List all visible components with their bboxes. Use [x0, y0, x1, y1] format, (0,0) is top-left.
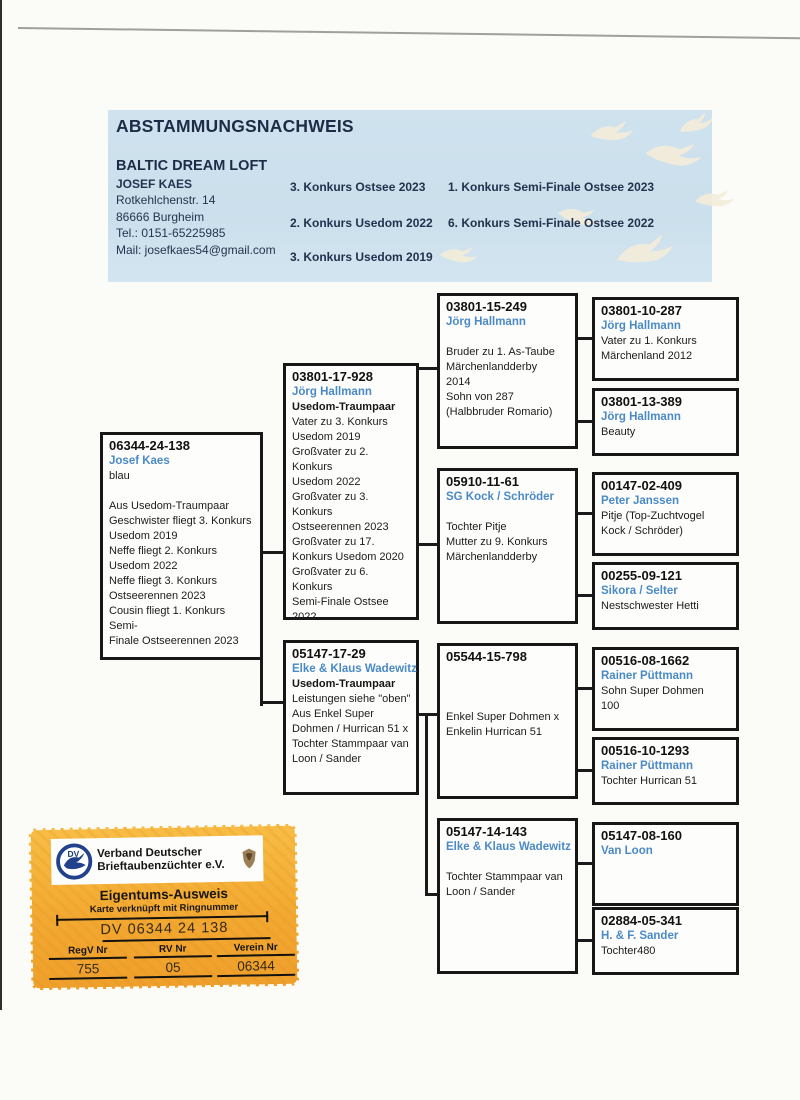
svg-text:DV: DV — [67, 848, 80, 859]
connector-line — [417, 367, 439, 370]
breeder-name: Jörg Hallmann — [446, 316, 526, 328]
pedigree-box-greatgrandparent — [592, 737, 739, 805]
achievement-item: 6. Konkurs Semi-Finale Ostsee 2022 — [448, 216, 655, 230]
ring-number: 06344-24-138 — [109, 438, 190, 453]
breeder-name: Josef Kaes — [109, 455, 170, 467]
box-notes: Leistungen siehe "oben" Aus Enkel Super Dohmen / Hurrican 51 x Tochter Stammpaar van Loon / Sander — [292, 693, 411, 765]
card-subtitle: Karte verknüpft mit Ringnummer — [89, 901, 239, 916]
crest-icon — [238, 847, 260, 869]
address-line1: Rotkehlchenstr. 14 — [116, 193, 216, 208]
connector-line — [417, 713, 439, 716]
ring-number: 05147-14-143 — [446, 824, 527, 839]
connector-line — [425, 714, 428, 896]
box-notes: Tochter Hurrican 51 — [601, 775, 697, 787]
color-line: blau — [109, 470, 130, 482]
ring-number: 00147-02-409 — [601, 478, 682, 493]
field-value: 05 — [134, 957, 212, 978]
ring-number: 03801-15-249 — [446, 299, 527, 314]
ring-number: 03801-17-928 — [292, 369, 373, 384]
box-notes: Sohn Super Dohmen 100 — [601, 685, 704, 712]
field-label: Verein Nr — [217, 942, 295, 957]
card-rule — [103, 937, 271, 942]
breeder-name: Elke & Klaus Wadewitz — [446, 841, 571, 853]
connector-line — [261, 551, 285, 554]
org-strip — [51, 835, 264, 885]
ring-number: 02884-05-341 — [601, 913, 682, 928]
pedigree-box-subject — [100, 432, 263, 660]
dove-icon — [692, 184, 738, 211]
dove-icon — [674, 107, 718, 138]
dv-association-logo-icon — [55, 842, 94, 881]
dove-icon — [588, 118, 636, 144]
box-notes: Bruder zu 1. As-Taube Märchenlandderby 2014 Sohn von 287 (Halbbruder Romario) — [446, 346, 555, 418]
box-notes: Tochter Pitje Mutter zu 9. Konkurs Märchenlandderby — [446, 521, 548, 563]
pedigree-box-greatgrandparent — [592, 822, 739, 906]
connector-line — [260, 701, 285, 704]
field-label: RV Nr — [134, 943, 212, 958]
pedigree-box-grandparent — [437, 293, 578, 449]
box-notes: Nestschwester Hetti — [601, 600, 699, 612]
achievement-item: 1. Konkurs Semi-Finale Ostsee 2023 — [448, 180, 655, 194]
box-notes: Aus Usedom-Traumpaar Geschwister fliegt 3. Konkurs Usedom 2019 Neffe fliegt 2. Konkurs Usedom 2022 Neffe fliegt 3. Konkurs Ostseerennen 2023 Cousin fliegt 1. Konkurs Semi- Finale Ostseerennen 2023 — [109, 500, 252, 647]
pair-line: Usedom-Traumpaar — [292, 678, 396, 690]
breeder-name: Jörg Hallmann — [601, 411, 681, 423]
box-notes: Enkel Super Dohmen x Enkelin Hurrican 51 — [446, 711, 560, 738]
ring-number: 05910-11-61 — [446, 474, 520, 489]
card-field-verein — [217, 942, 296, 977]
pair-line: Usedom-Traumpaar — [292, 401, 396, 413]
breeder-name — [446, 665, 570, 680]
breeder-name: Jörg Hallmann — [292, 386, 372, 398]
breeder-name: Peter Janssen — [601, 495, 679, 507]
document-title: ABSTAMMUNGSNACHWEIS — [116, 116, 354, 136]
org-name-line1: Verband Deutscher — [96, 845, 202, 860]
org-name-line2: Brieftaubenzüchter e.V. — [97, 858, 225, 874]
field-value: 06344 — [217, 956, 295, 977]
ring-number: 03801-10-287 — [601, 303, 682, 318]
achievement-item: 3. Konkurs Ostsee 2023 — [290, 180, 426, 194]
box-notes: Tochter Stammpaar van Loon / Sander — [446, 871, 563, 898]
pedigree-box-father — [283, 363, 419, 623]
ring-number: 00516-08-1662 — [601, 653, 690, 668]
card-field-regv — [49, 945, 128, 980]
pedigree-box-grandparent — [437, 818, 578, 974]
pedigree-box-greatgrandparent — [592, 297, 739, 381]
box-notes: Vater zu 3. Konkurs Usedom 2019 Großvater zu 2. Konkurs Usedom 2022 Großvater zu 3. Konkurs Ostseerennen 2023 Großvater zu 17. Konkurs Usedom 2020 Großvater zu 6. Konkurs Semi-Finale Ostsee 2022 — [292, 416, 404, 623]
breeder-name: Elke & Klaus Wadewitz — [292, 663, 417, 675]
owner-block — [116, 156, 276, 258]
scan-line-artifact — [18, 27, 800, 39]
card-ring-number: DV 06344 24 138 — [100, 919, 229, 939]
box-notes: Pitje (Top-Zuchtvogel Kock / Schröder) — [601, 510, 705, 537]
ownership-card — [29, 824, 300, 991]
org-name — [97, 845, 225, 874]
achievement-item: 3. Konkurs Usedom 2019 — [290, 250, 433, 264]
phone-line: Tel.: 0151-65225985 — [116, 226, 226, 241]
field-label: RegV Nr — [49, 945, 127, 960]
ring-number: 00516-10-1293 — [601, 743, 690, 758]
pedigree-box-greatgrandparent — [592, 562, 739, 630]
box-notes: Tochter480 — [601, 945, 656, 957]
scan-edge-artifact — [0, 0, 2, 1010]
owner-name: JOSEF KAES — [116, 177, 193, 191]
dove-icon — [436, 239, 482, 270]
breeder-name: Rainer Püttmann — [601, 760, 694, 772]
dove-icon — [640, 130, 708, 176]
breeder-name: Van Loon — [601, 845, 653, 857]
ring-number: 05147-08-160 — [601, 828, 682, 843]
pedigree-box-greatgrandparent — [592, 907, 739, 975]
card-field-rv — [134, 943, 213, 978]
address-line2: 86666 Burgheim — [116, 209, 205, 224]
breeder-name: H. & F. Sander — [601, 930, 679, 942]
email-line: Mail: josefkaes54@gmail.com — [116, 242, 276, 257]
loft-name: BALTIC DREAM LOFT — [116, 158, 268, 174]
pedigree-box-greatgrandparent — [592, 472, 739, 556]
ring-number: 03801-13-389 — [601, 394, 682, 409]
pedigree-box-greatgrandparent — [592, 647, 739, 731]
connector-line — [260, 656, 263, 706]
breeder-name: Jörg Hallmann — [601, 320, 681, 332]
ring-number: 00255-09-121 — [601, 568, 682, 583]
achievement-item: 2. Konkurs Usedom 2022 — [290, 216, 433, 230]
card-title: Eigentums-Ausweis — [99, 885, 229, 904]
breeder-name: SG Kock / Schröder — [446, 491, 555, 503]
dove-icon — [611, 229, 678, 271]
connector-line — [417, 543, 439, 546]
pedigree-box-grandparent — [437, 468, 578, 624]
breeder-name: Sikora / Selter — [601, 585, 678, 597]
box-notes: Vater zu 1. Konkurs Märchenland 2012 — [601, 335, 697, 362]
box-notes: Beauty — [601, 426, 636, 438]
field-value: 755 — [49, 959, 127, 980]
ring-number: 05544-15-798 — [446, 649, 527, 664]
ring-number: 05147-17-29 — [292, 646, 366, 661]
pedigree-box-mother — [283, 640, 419, 795]
header-banner — [108, 110, 712, 282]
pedigree-box-grandparent — [437, 643, 578, 799]
breeder-name: Rainer Püttmann — [601, 670, 694, 682]
pedigree-box-greatgrandparent — [592, 388, 739, 456]
